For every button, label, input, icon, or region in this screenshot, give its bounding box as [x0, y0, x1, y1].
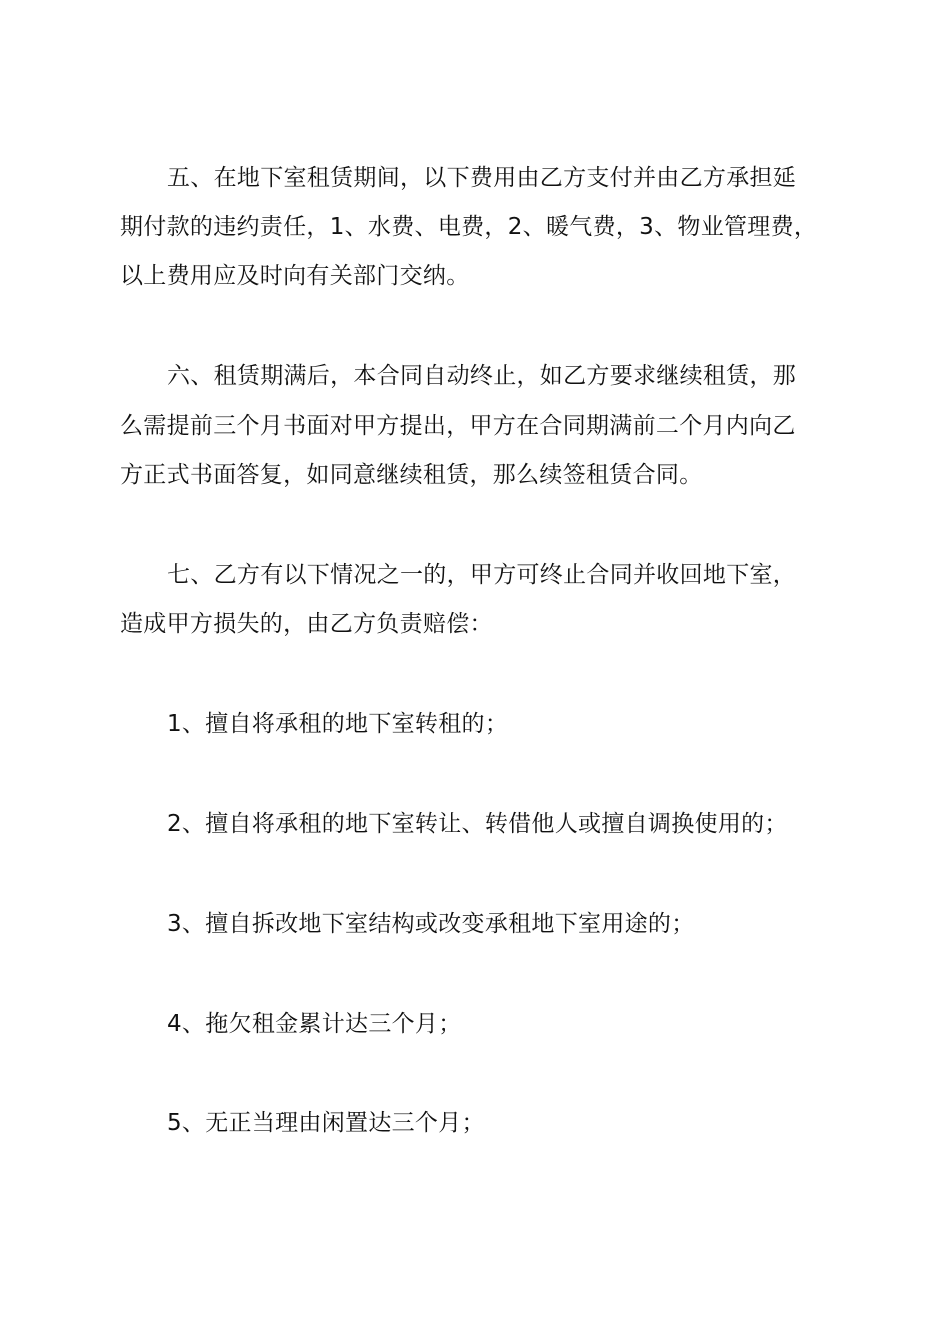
list-item-2: 2、擅自将承租的地下室转让、转借他人或擅自调换使用的；	[167, 811, 788, 837]
list-item-3: 3、擅自拆改地下室结构或改变承租地下室用途的；	[167, 911, 695, 937]
paragraph-5-line-3: 以上费用应及时向有关部门交纳。	[120, 263, 470, 289]
list-item-5: 5、无正当理由闲置达三个月；	[167, 1110, 485, 1136]
paragraph-5-line-1: 五、在地下室租赁期间，以下费用由乙方支付并由乙方承担延	[167, 165, 797, 191]
paragraph-5-line-2: 期付款的违约责任，1、水费、电费，2、暖气费，3、物业管理费，	[120, 214, 818, 240]
paragraph-6-line-2: 么需提前三个月书面对甲方提出，甲方在合同期满前二个月内向乙	[120, 413, 796, 439]
paragraph-6-line-1: 六、租赁期满后，本合同自动终止，如乙方要求继续租赁，那	[167, 363, 797, 389]
list-item-1: 1、擅自将承租的地下室转租的；	[167, 711, 509, 737]
paragraph-7-line-2: 造成甲方损失的，由乙方负责赔偿：	[120, 611, 493, 637]
list-item-4: 4、拖欠租金累计达三个月；	[167, 1011, 462, 1037]
paragraph-7-line-1: 七、乙方有以下情况之一的，甲方可终止合同并收回地下室，	[167, 562, 797, 588]
paragraph-6-line-3: 方正式书面答复，如同意继续租赁，那么续签租赁合同。	[120, 462, 703, 488]
